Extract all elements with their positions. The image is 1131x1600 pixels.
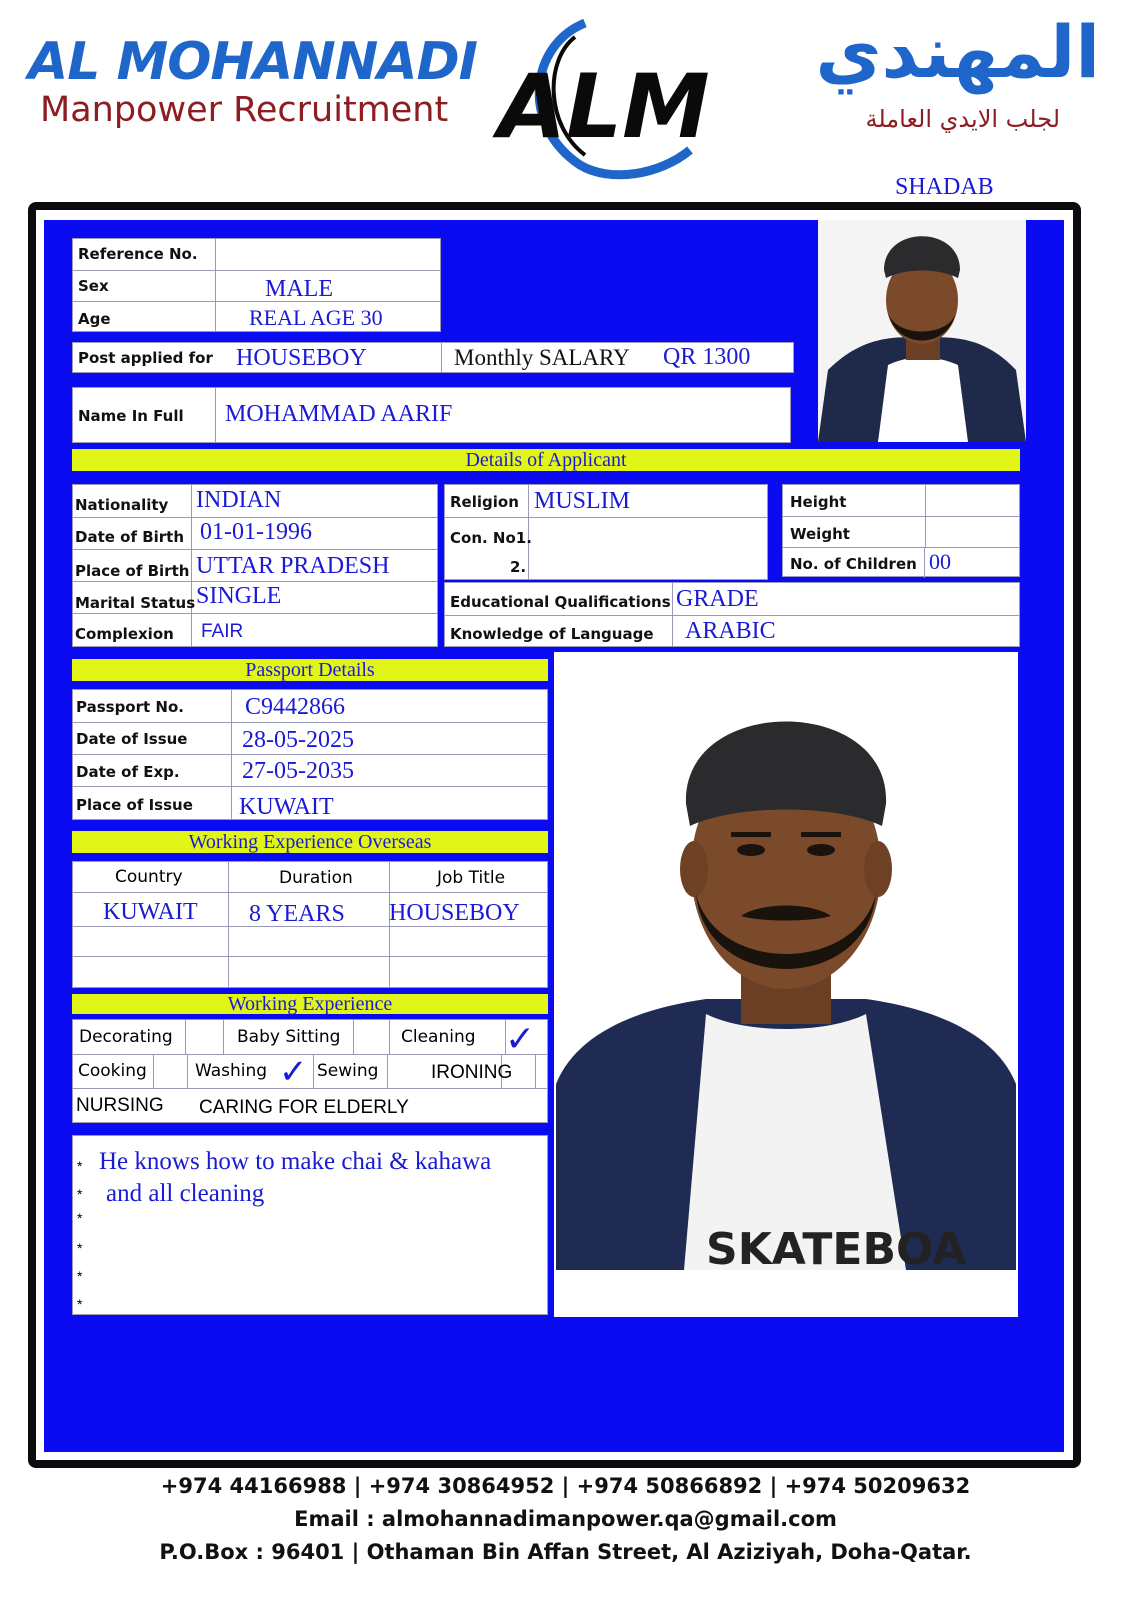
expiry-date-label: Date of Exp. — [76, 763, 180, 781]
remarks-line-2: and all cleaning — [106, 1180, 265, 1207]
remarks-bullet-6: * — [77, 1296, 83, 1312]
remarks-line-1: He knows how to make chai & kahawa — [99, 1148, 492, 1175]
marital-label: Marital Status — [75, 594, 196, 612]
skill-cleaning: Cleaning — [401, 1027, 476, 1047]
salary-value: QR 1300 — [663, 344, 751, 370]
skill-nursing: NURSING — [76, 1095, 164, 1116]
nationality-value: INDIAN — [196, 487, 282, 513]
post-value: HOUSEBOY — [236, 345, 367, 371]
skill-baby-sitting: Baby Sitting — [237, 1027, 341, 1047]
details-of-applicant-heading: Details of Applicant — [72, 449, 1020, 471]
remarks-bullet-4: * — [77, 1240, 83, 1256]
remarks-bullet-3: * — [77, 1210, 83, 1226]
overseas-experience-table — [72, 861, 548, 988]
overseas-job-value: HOUSEBOY — [389, 900, 520, 926]
pob-label: Place of Birth — [75, 562, 190, 580]
language-label: Knowledge of Language — [450, 625, 654, 643]
alm-logo — [490, 15, 730, 185]
skill-caring-elderly: CARING FOR ELDERLY — [199, 1097, 409, 1118]
applicant-personal-table — [72, 484, 438, 647]
complexion-label: Complexion — [75, 625, 174, 643]
pob-value: UTTAR PRADESH — [196, 553, 390, 579]
religion-label: Religion — [450, 493, 519, 511]
sex-value: MALE — [265, 276, 333, 302]
reference-label: Reference No. — [78, 245, 198, 263]
skill-ironing: IRONING — [431, 1062, 513, 1083]
overseas-country-value: KUWAIT — [103, 899, 198, 925]
contact1-label: Con. No1. — [450, 529, 532, 547]
issue-date-value: 28-05-2025 — [242, 727, 354, 753]
working-experience-heading: Working Experience — [72, 994, 548, 1014]
skill-sewing: Sewing — [317, 1061, 379, 1081]
country-column-header: Country — [115, 867, 183, 887]
marital-value: SINGLE — [196, 583, 282, 609]
passport-no-value: C9442866 — [245, 694, 346, 720]
applicant-photo-large — [556, 654, 1016, 1270]
overseas-experience-heading: Working Experience Overseas — [72, 831, 548, 853]
skill-cooking: Cooking — [78, 1061, 147, 1081]
brand-tagline: Manpower Recruitment — [40, 90, 449, 130]
cleaning-checkmark-icon: ✓ — [505, 1018, 536, 1059]
name-row — [72, 387, 791, 443]
remarks-bullet-5: * — [77, 1268, 83, 1284]
issue-place-value: KUWAIT — [239, 794, 334, 820]
name-label: Name In Full — [78, 407, 184, 425]
duration-column-header: Duration — [279, 868, 353, 888]
overseas-duration-value: 8 YEARS — [249, 901, 345, 927]
sex-label: Sex — [78, 277, 109, 295]
complexion-value: FAIR — [201, 621, 244, 642]
footer-email: Email : almohannadimanpower.qa@gmail.com — [294, 1507, 837, 1531]
language-value: ARABIC — [685, 618, 776, 644]
job-title-column-header: Job Title — [437, 868, 506, 888]
age-label: Age — [78, 310, 111, 328]
remarks-bullet-2: * — [77, 1186, 83, 1202]
age-value: REAL AGE 30 — [249, 305, 383, 330]
education-language-table — [444, 582, 1020, 647]
skill-washing: Washing — [195, 1061, 268, 1081]
remarks-bullet-1: * — [77, 1158, 83, 1174]
applicant-photo-small — [818, 220, 1026, 442]
education-value: GRADE — [676, 586, 759, 612]
salary-label: Monthly SALARY — [454, 345, 630, 370]
issue-date-label: Date of Issue — [76, 730, 188, 748]
dob-value: 01-01-1996 — [200, 519, 312, 545]
name-value: MOHAMMAD AARIF — [225, 401, 453, 427]
logo-text: ALM — [498, 55, 710, 158]
arabic-tagline: لجلب الايدي العاملة — [865, 105, 1060, 133]
post-salary-row — [72, 342, 794, 373]
religion-value: MUSLIM — [534, 488, 631, 514]
religion-contact-table — [444, 484, 768, 580]
remarks-box — [72, 1135, 548, 1315]
footer-address: P.O.Box : 96401 | Othaman Bin Affan Street, Al Aziziyah, Doha-Qatar. — [159, 1540, 972, 1564]
basic-info-table — [72, 238, 441, 332]
nationality-label: Nationality — [75, 496, 169, 514]
brand-name: AL MOHANNADI — [28, 32, 477, 92]
company-header — [0, 0, 1131, 200]
post-label: Post applied for — [78, 349, 213, 367]
dob-label: Date of Birth — [75, 528, 185, 546]
agent-name: SHADAB — [895, 174, 994, 200]
passport-table — [72, 689, 548, 820]
contact2-label: 2. — [510, 558, 527, 576]
expiry-date-value: 27-05-2035 — [242, 758, 354, 784]
shirt-print: SKATEBOA — [706, 1224, 967, 1270]
footer-phones: +974 44166988 | +974 30864952 | +974 50866892 | +974 50209632 — [160, 1474, 971, 1498]
physical-table — [782, 484, 1020, 577]
height-label: Height — [790, 493, 847, 511]
washing-checkmark-icon: ✓ — [279, 1053, 308, 1091]
children-label: No. of Children — [790, 555, 917, 573]
issue-place-label: Place of Issue — [76, 796, 193, 814]
weight-label: Weight — [790, 525, 850, 543]
children-value: 00 — [929, 549, 951, 574]
arabic-brand-name: المهندي — [815, 10, 1100, 94]
passport-details-heading: Passport Details — [72, 659, 548, 681]
skills-table — [72, 1019, 548, 1123]
education-label: Educational Qualifications — [450, 593, 671, 611]
skill-decorating: Decorating — [79, 1027, 173, 1047]
passport-no-label: Passport No. — [76, 698, 184, 716]
